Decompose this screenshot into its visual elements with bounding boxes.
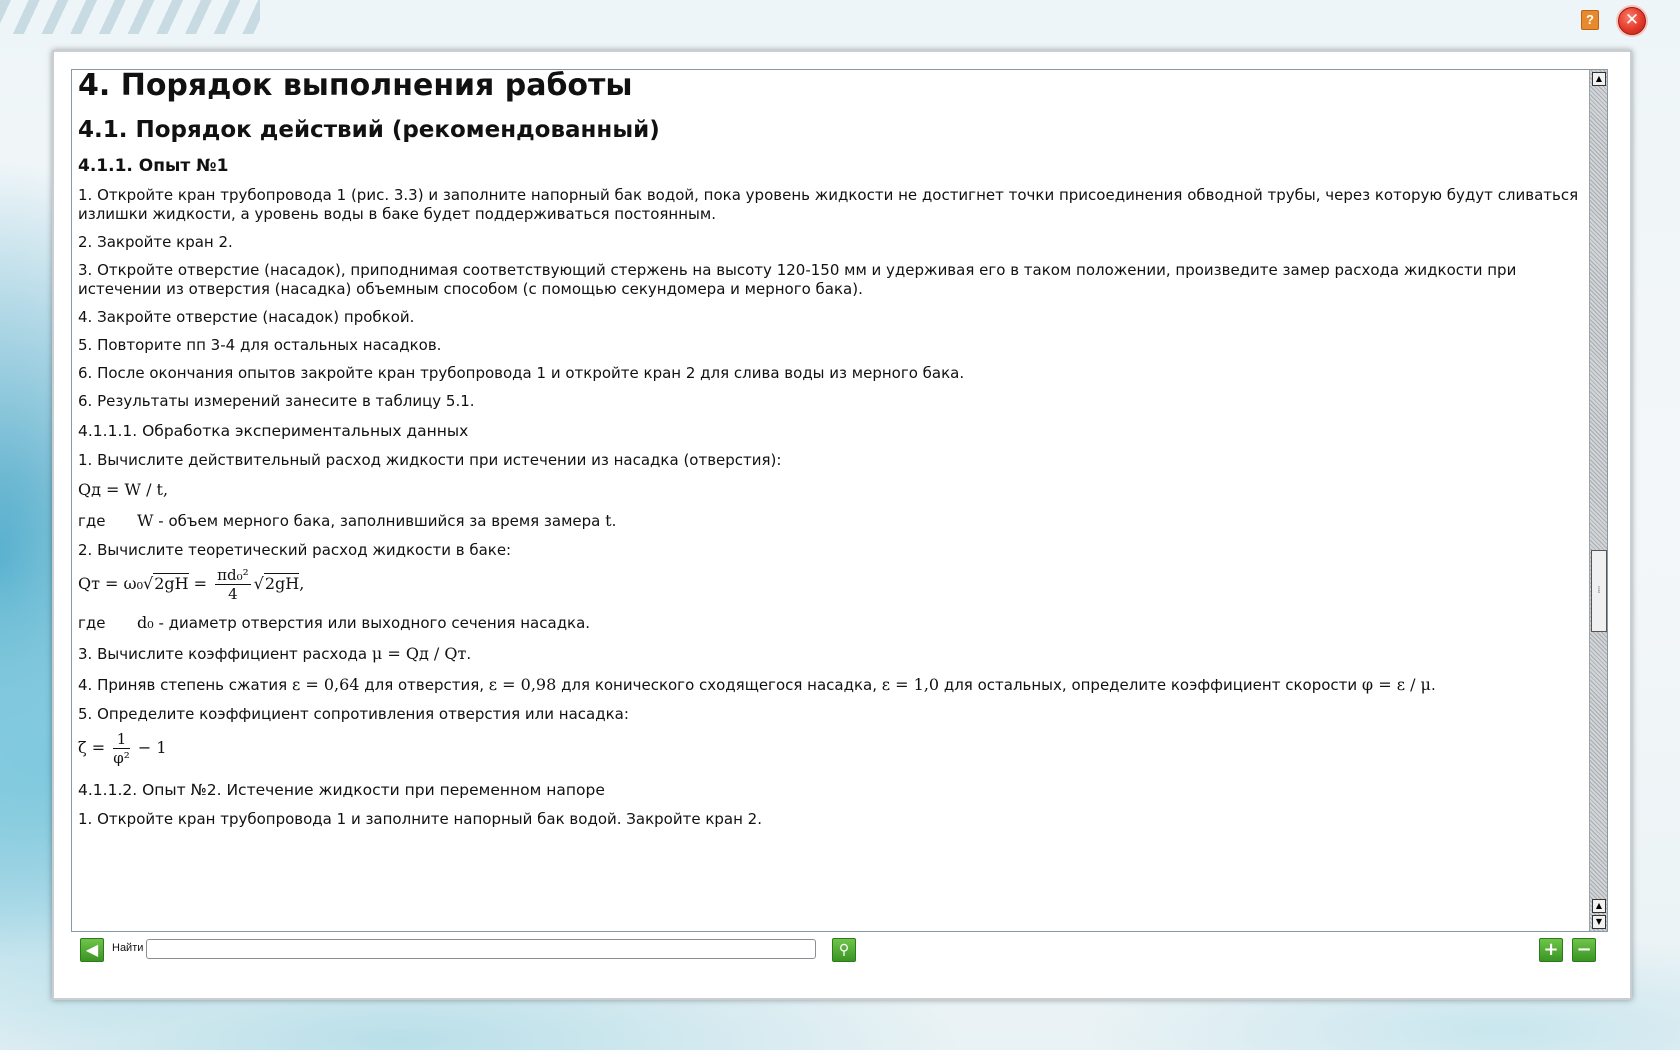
calc-step-1: 1. Вычислите действительный расход жидкости при истечении из насадка (отверстия): [78,451,782,469]
formula2-sqrt: 2gH [154,574,189,593]
main-panel [52,50,1632,1000]
formula5-denominator: φ² [113,749,130,767]
zoom-in-button[interactable]: + [1539,938,1563,962]
step-paragraph: 1. Откройте кран трубопровода 1 (рис. 3.3) и заполните напорный бак водой, пока уровень жидкости не достигнет точки присоединения обводной трубы, через которую будут сливаться излишки жидкости, а уровень воды в баке будет поддерживаться постоянным. [78,186,1579,223]
formula5-numerator: 1 [113,730,130,749]
vertical-scrollbar[interactable] [1589,70,1607,931]
formula2-sqrt-2: 2gH [264,574,300,593]
scroll-thumb[interactable]: ⁞ [1591,550,1607,632]
scroll-up-button[interactable]: ▲ [1592,72,1606,86]
search-button[interactable]: ⚲ [832,938,856,962]
calc4-a: 4. Приняв степень сжатия [78,676,292,694]
calc4-d: для остальных, определите коэффициент скорости [939,676,1362,694]
calc-step-3 [78,643,1585,665]
search-toolbar [80,938,1600,968]
calc4-b: для отверстия, [359,676,489,694]
document-content [72,70,1589,931]
calc4-c: для конического сходящегося насадка, [556,676,882,694]
header-decoration [0,0,260,34]
processing-heading: 4.1.1.1. Обработка экспериментальных данных [78,422,469,440]
where-label: где [78,512,106,530]
calc4-end: . [1430,676,1436,694]
step-paragraph: 3. Откройте отверстие (насадок), приподнимая соответствующий стержень на высоту 120-150 мм и удерживая его в таком положении, произведите замер расхода жидкости при истечении из отверстия (насадка) объемным способом (с помощью секундомера и мерного бака). [78,261,1517,298]
help-button[interactable]: ? [1581,10,1599,30]
calc3-end: . [466,645,472,663]
calc3-text: 3. Вычислите коэффициент расхода [78,645,372,663]
where-d-line [78,612,1585,634]
where-w-text: - объем мерного бака, заполнившийся за время замера [153,512,606,530]
formula-actual-flow: Qд = W / t, [78,480,169,499]
calc4-eps2: ε = 0,98 [488,675,557,694]
formula2-denominator: 4 [228,585,238,603]
subsection-heading: 4.1.1. Опыт №1 [78,156,229,176]
where-w-end: . [611,512,617,530]
formula2-end: , [299,574,305,593]
close-button[interactable]: ✕ [1618,7,1646,35]
calc4-eps1: ε = 0,64 [291,675,360,694]
calc3-formula: μ = Qд / Qт [371,644,467,663]
var-d0: d₀ [137,613,154,632]
calc-step-2: 2. Вычислите теоретический расход жидкости в баке: [78,541,512,559]
formula5-rhs: − 1 [132,738,167,757]
calc4-phi: φ = ε / μ [1361,675,1431,694]
scroll-up-small-button[interactable]: ▲ [1592,899,1606,913]
step-paragraph: 4. Закройте отверстие (насадок) пробкой. [78,308,415,326]
formula-theoretical-flow: Qт = ω₀√2gH = $\frac{\text{πd₀²}}{4}$ √2gH, [78,566,305,603]
var-t: t [605,511,612,530]
calc-step-4 [78,674,1585,696]
var-w: W [137,511,154,530]
back-button[interactable]: ◀ [80,938,104,962]
experiment-2-step-1: 1. Откройте кран трубопровода 1 и заполните напорный бак водой. Закройте кран 2. [78,810,762,828]
step-paragraph: 6. После окончания опытов закройте кран трубопровода 1 и откройте кран 2 для слива воды из мерного бака. [78,364,965,382]
find-label: Найти [112,942,144,954]
formula2-eq: = [188,574,213,593]
formula2-lhs: Qт = ω₀ [78,574,144,593]
formula2-numerator: πd₀² [217,566,249,584]
document-viewer [71,69,1608,932]
step-paragraph: 2. Закройте кран 2. [78,233,233,251]
calc4-eps3: ε = 1,0 [881,675,940,694]
where-d-text: - диаметр отверстия или выходного сечения насадка. [153,614,591,632]
page-title: 4. Порядок выполнения работы [78,70,633,103]
formula-resistance [78,730,1585,767]
search-input[interactable] [146,939,816,959]
step-paragraph: 6. Результаты измерений занесите в таблицу 5.1. [78,392,475,410]
where-label: где [78,614,106,632]
calc-step-5: 5. Определите коэффициент сопротивления отверстия или насадка: [78,705,629,723]
step-paragraph: 5. Повторите пп 3-4 для остальных насадков. [78,336,442,354]
formula5-fraction [113,730,130,767]
where-w-line [78,510,1585,532]
formula5-lhs: ζ = [78,738,111,757]
scroll-down-button[interactable]: ▼ [1592,915,1606,929]
section-heading: 4.1. Порядок действий (рекомендованный) [78,117,660,143]
zoom-out-button[interactable]: − [1572,938,1596,962]
formula2-fraction [215,566,251,603]
experiment-2-heading: 4.1.1.2. Опыт №2. Истечение жидкости при переменном напоре [78,781,605,799]
